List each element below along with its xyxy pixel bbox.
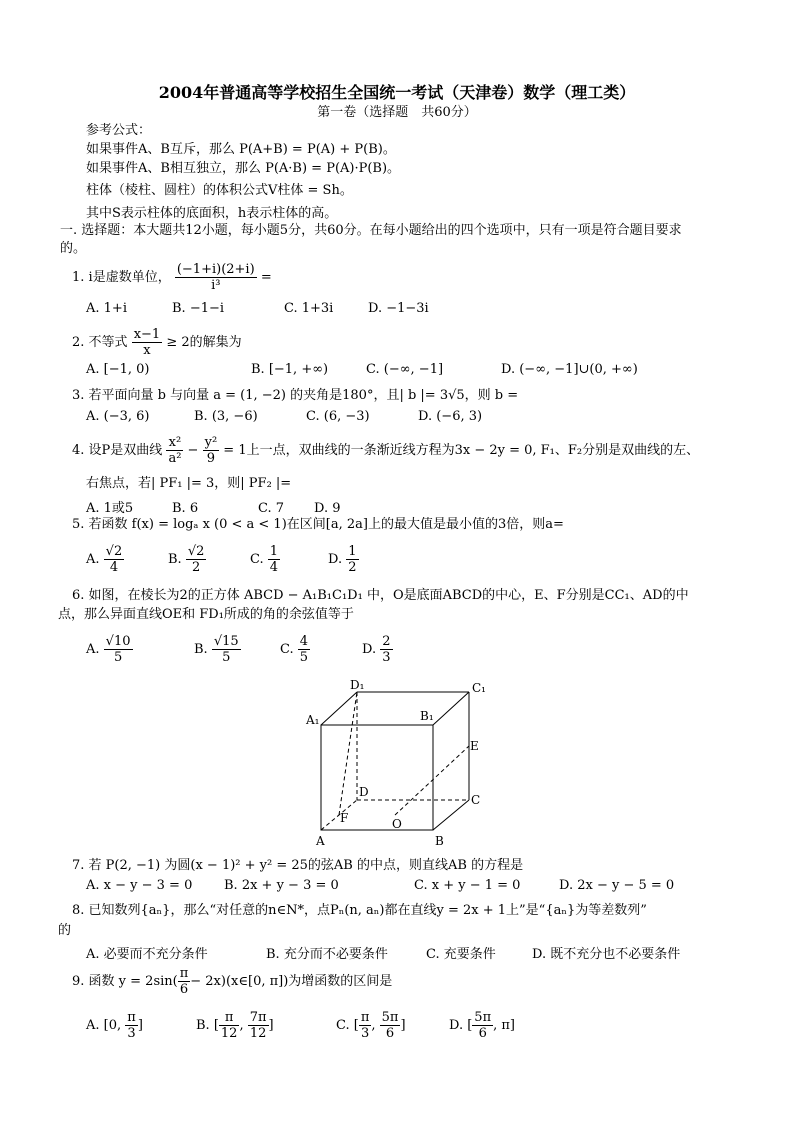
cube-figure — [300, 680, 500, 850]
q1-options — [86, 301, 429, 316]
q5-options: A. $\frac{√2}{4}$ B. $\frac{√2}{2}$ C. $\frac{1}{4}$ D. $\frac{1}{2}$ — [86, 544, 357, 575]
label-F: F — [340, 811, 349, 825]
formula-2: 如果事件A、B相互独立，那么 P(A·B) = P(A)·P(B)。 — [86, 161, 401, 176]
label-D1: D₁ — [350, 680, 365, 692]
cube-front-face — [321, 725, 433, 830]
label-A: A — [316, 834, 325, 848]
question-4: 4. 设P是双曲线 $\frac{\text{x²}}{\text{a²}}$ − $\frac{\text{y²}}{9}$ = 1上一点，双曲线的一条渐近线方程为3x − 2y = 0, F₁、F₂分别是双曲线的左、 — [72, 435, 700, 466]
question-7: 7. 若 P(2, −1) 为圆(x − 1)² + y² = 25的弦AB 的中点，则直线AB 的方程是 — [72, 858, 524, 873]
page-subtitle: 第一卷（选择题 共60分） — [317, 105, 477, 120]
label-B: B — [435, 834, 444, 848]
question-6: 6. 如图，在棱长为2的正方体 ABCD − A₁B₁C₁D₁ 中，O是底面ABCD的中心，E、F分别是CC₁、AD的中 — [72, 588, 689, 603]
question-6-line2: 点，那么异面直线OE和 FD₁所成的角的余弦值等于 — [58, 607, 354, 622]
q2-fraction: $\frac{x-1}{x}$ — [133, 327, 161, 358]
label-O: O — [392, 817, 402, 831]
formula-4: 其中S表示柱体的底面积，h表示柱体的高。 — [86, 206, 338, 221]
question-5: 5. 若函数 f(x) = logₐ x (0 < a < 1)在区间[a, 2a]上的最大值是最小值的3倍，则a= — [72, 517, 564, 532]
question-1: 1. i是虚数单位， $\frac{(-1+i)(2+i)}{\text{i³}}$ = — [72, 262, 272, 293]
section-intro-1: 一. 选择题：本大题共12小题，每小题5分，共60分。在每小题给出的四个选项中，只有一项是符合题目要求 — [60, 223, 682, 238]
label-A1: A₁ — [306, 713, 320, 727]
q7-options: A. x − y − 3 = 0 B. 2x + y − 3 = 0 C. x + y − 1 = 0 D. 2x − y − 5 = 0 — [86, 878, 675, 893]
page-title: 2004年普通高等学校招生全国统一考试（天津卷）数学（理工类） — [158, 83, 636, 102]
formula-1: 如果事件A、B互斥，那么 P(A+B) = P(A) + P(B)。 — [86, 142, 396, 157]
label-E: E — [470, 739, 479, 753]
q6-options: A. $\frac{√10}{5}$ B. $\frac{√15}{5}$ C. $\frac{4}{5}$ D. $\frac{2}{3}$ — [86, 634, 391, 665]
question-2: 2. 不等式 $\frac{x-1}{x}$ ≥ 2的解集为 — [72, 327, 242, 358]
formula-heading: 参考公式： — [86, 123, 152, 138]
formula-3: 柱体（棱柱、圆柱）的体积公式V柱体 = Sh。 — [86, 183, 353, 198]
question-3: 3. 若平面向量 b 与向量 a = (1, −2) 的夹角是180°，且| b |= 3√5，则 b = — [72, 388, 519, 403]
label-B1: B₁ — [420, 709, 434, 723]
q1-stem: 1. i是虚数单位， — [72, 270, 171, 285]
question-8-line2: 的 — [58, 923, 72, 938]
q1-option-a: A. 1+i — [86, 301, 127, 316]
q1-option-b: B. −1−i — [172, 301, 225, 316]
q1-option-c: C. 1+3i — [284, 301, 334, 316]
q8-options: A. 必要而不充分条件 B. 充分而不必要条件 C. 充要条件 D. 既不充分也不必要条件 — [86, 947, 681, 962]
q3-options: A. (−3, 6) B. (3, −6) C. (6, −3) D. (−6, 3) — [86, 409, 483, 424]
label-D: D — [359, 785, 369, 799]
question-4-line2: 右焦点，若| PF₁ |= 3，则| PF₂ |= — [86, 476, 292, 491]
question-9: 9. 函数 y = 2sin( $\frac{\pi}{6}$ − 2x)(x∈[0, π])为增函数的区间是 — [72, 966, 393, 997]
label-C: C — [471, 793, 481, 807]
label-C1: C₁ — [472, 681, 486, 695]
q4-options: A. 1或5 B. 6 C. 7 D. 9 — [86, 501, 341, 516]
q9-options: A. [0, $\frac{\pi}{3}$ ] B. [ $\frac{\pi}{12}$ , $\frac{7\pi}{12}$ ] C. [ $\frac{\pi}{3}$ , $\frac{5\pi}{6}$ ] D. [ $\frac{5\pi}{6}$ , π] — [86, 1010, 516, 1041]
section-intro-2: 的。 — [60, 241, 87, 256]
question-8: 8. 已知数列{aₙ}，那么“对任意的n∈N*，点Pₙ(n, aₙ)都在直线y = 2x + 1上”是“{aₙ}为等差数列” — [72, 903, 647, 918]
q1-fraction: $\frac{(-1+i)(2+i)}{\text{i³}}$ — [176, 262, 255, 293]
q1-option-d: D. −1−3i — [368, 301, 429, 316]
q2-options: A. [−1, 0) B. [−1, +∞) C. (−∞, −1] D. (−∞, −1]∪(0, +∞) — [86, 362, 638, 377]
